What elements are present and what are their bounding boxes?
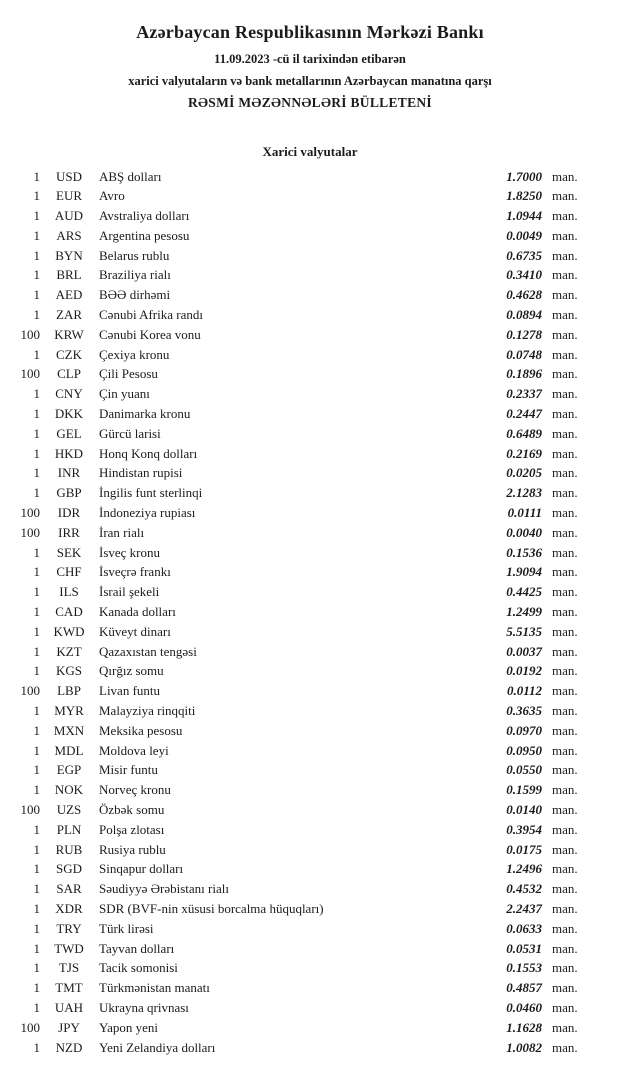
currency-unit: man. (552, 386, 578, 402)
rate-row (8, 325, 592, 345)
currency-name: Qırğız somu (99, 663, 164, 679)
currency-code: TWD (54, 940, 84, 956)
rate-row (8, 483, 592, 503)
currency-unit: man. (552, 604, 578, 620)
currency-code: ZAR (56, 307, 82, 323)
currency-unit: man. (552, 841, 578, 857)
currency-name: Gürcü larisi (99, 425, 161, 441)
currency-rate: 0.0531 (506, 940, 542, 956)
currency-unit: man. (552, 445, 578, 461)
currency-quantity: 1 (33, 346, 40, 362)
currency-name: Sinqapur dolları (99, 861, 184, 877)
currency-code: GBP (56, 485, 82, 501)
currency-quantity: 1 (33, 960, 40, 976)
currency-quantity: 1 (33, 841, 40, 857)
currency-unit: man. (552, 623, 578, 639)
currency-rate: 1.0944 (506, 208, 542, 224)
currency-rate: 5.5135 (506, 623, 542, 639)
currency-quantity: 100 (20, 802, 40, 817)
currency-quantity: 1 (33, 940, 40, 956)
currency-rate: 0.1536 (506, 544, 542, 560)
currency-code: IDR (57, 505, 81, 521)
currency-code: GEL (56, 425, 82, 441)
currency-quantity: 1 (33, 227, 40, 243)
currency-code: CLP (57, 366, 81, 382)
currency-code: KWD (53, 623, 85, 639)
currency-unit: man. (552, 722, 578, 738)
rate-row (8, 582, 592, 602)
currency-rate: 0.0205 (506, 465, 542, 481)
currency-name: Livan funtu (99, 683, 161, 699)
rate-row (8, 939, 592, 959)
currency-code: SGD (55, 861, 82, 877)
currency-code: DKK (54, 406, 84, 422)
currency-unit: man. (552, 1039, 578, 1055)
currency-rate: 1.7000 (506, 168, 542, 184)
currency-code: CHF (56, 564, 82, 580)
currency-code: KRW (54, 326, 84, 342)
currency-code: BYN (55, 247, 83, 263)
rate-row (8, 741, 592, 761)
currency-unit: man. (552, 683, 578, 699)
currency-quantity: 1 (33, 465, 40, 481)
rate-row (8, 840, 592, 860)
currency-name: Kanada dolları (99, 604, 176, 620)
currency-quantity: 100 (20, 326, 40, 342)
currency-unit: man. (552, 168, 578, 184)
currency-quantity: 100 (20, 366, 40, 382)
currency-rate: 0.4425 (506, 584, 542, 600)
rate-row (8, 622, 592, 642)
currency-code: MDL (54, 742, 84, 758)
currency-quantity: 100 (20, 524, 40, 540)
currency-name: ABŞ dolları (99, 168, 162, 184)
currency-rate: 0.0140 (506, 802, 542, 817)
currency-name: Moldova leyi (99, 742, 169, 758)
effective-date-line: 11.09.2023 -cü il tarixindən etibarən (214, 51, 406, 66)
currency-rate: 0.0111 (507, 505, 542, 521)
currency-unit: man. (552, 742, 578, 758)
currency-name: SDR (BVF-nin xüsusi borcalma hüquqları) (99, 900, 324, 916)
rate-row (8, 998, 592, 1018)
rate-row (8, 167, 592, 187)
currency-code: KZT (56, 643, 82, 659)
currency-name: Polşa zlotası (99, 821, 165, 837)
currency-unit: man. (552, 267, 578, 283)
currency-unit: man. (552, 900, 578, 916)
currency-quantity: 1 (33, 485, 40, 501)
currency-code: NZD (55, 1039, 83, 1055)
rate-row (8, 899, 592, 919)
currency-code: IRR (58, 524, 80, 540)
currency-name: Cənubi Korea vonu (99, 326, 201, 342)
currency-name: Braziliya rialı (99, 267, 171, 283)
currency-rate: 0.0040 (506, 524, 542, 540)
currency-rate: 1.2496 (506, 861, 542, 877)
currency-name: Yeni Zelandiya dolları (99, 1039, 216, 1055)
exchange-rate-table (8, 167, 592, 1058)
currency-quantity: 1 (33, 168, 40, 184)
bulletin-title: RƏSMİ MƏZƏNNƏLƏRİ BÜLLETENİ (187, 94, 432, 110)
currency-name: BƏƏ dirhəmi (99, 287, 171, 303)
rate-row (8, 879, 592, 899)
rate-row (8, 681, 592, 701)
currency-quantity: 1 (33, 782, 40, 798)
currency-name: Yapon yeni (99, 1019, 158, 1035)
currency-name: Argentina pesosu (99, 227, 190, 243)
currency-code: XDR (55, 900, 83, 916)
document-header (0, 0, 620, 111)
currency-rate: 0.0175 (506, 841, 542, 857)
currency-unit: man. (552, 861, 578, 877)
rate-row (8, 800, 592, 820)
rate-row (8, 186, 592, 206)
currency-code: TJS (58, 960, 80, 976)
currency-code: TMT (55, 980, 83, 996)
currency-code: PLN (56, 821, 82, 837)
currency-quantity: 1 (33, 307, 40, 323)
currency-unit: man. (552, 208, 578, 224)
rate-row (8, 701, 592, 721)
currency-rate: 0.3954 (506, 821, 542, 837)
currency-code: NOK (54, 782, 84, 798)
currency-unit: man. (552, 940, 578, 956)
currency-name: İsveç kronu (99, 544, 161, 560)
currency-code: HKD (54, 445, 84, 461)
currency-code: INR (57, 465, 81, 481)
currency-unit: man. (552, 643, 578, 659)
currency-quantity: 1 (33, 703, 40, 719)
currency-name: Çexiya kronu (99, 346, 170, 362)
currency-quantity: 1 (33, 604, 40, 620)
currency-unit: man. (552, 307, 578, 323)
rate-row (8, 780, 592, 800)
currency-rate: 1.8250 (506, 188, 542, 204)
rate-row (8, 444, 592, 464)
currency-rate: 1.9094 (506, 564, 542, 580)
currency-code: TRY (56, 920, 82, 936)
currency-name: Honq Konq dolları (99, 445, 198, 461)
currency-code: CAD (55, 604, 83, 620)
currency-rate: 0.2447 (506, 406, 542, 422)
currency-name: Misir funtu (99, 762, 158, 778)
rate-row (8, 543, 592, 563)
currency-name: Cənubi Afrika randı (99, 307, 203, 323)
currency-code: BRL (56, 267, 82, 283)
currency-quantity: 1 (33, 900, 40, 916)
currency-quantity: 1 (33, 267, 40, 283)
currency-name: Danimarka kronu (99, 406, 191, 422)
currency-name: Belarus rublu (99, 247, 170, 263)
rate-row (8, 206, 592, 226)
currency-code: USD (55, 168, 82, 184)
rate-row (8, 721, 592, 741)
currency-quantity: 1 (33, 445, 40, 461)
currency-code: RUB (55, 841, 83, 857)
currency-quantity: 1 (33, 544, 40, 560)
currency-rate: 0.0950 (506, 742, 542, 758)
rate-row (8, 404, 592, 424)
currency-name: İran rialı (99, 524, 145, 540)
currency-rate: 0.0748 (506, 346, 542, 362)
currency-rate: 0.0550 (506, 762, 542, 778)
section-title-foreign-currencies: Xarici valyutalar (262, 143, 358, 159)
currency-quantity: 1 (33, 663, 40, 679)
currency-quantity: 1 (33, 406, 40, 422)
currency-name: İngilis funt sterlinqi (99, 485, 203, 501)
currency-name: Ukrayna qrivnası (99, 999, 189, 1015)
currency-rate: 0.6489 (506, 425, 542, 441)
currency-code: ARS (56, 227, 82, 243)
currency-name: Səudiyyə Ərəbistanı rialı (99, 881, 229, 897)
currency-name: Tayvan dolları (99, 940, 175, 956)
currency-unit: man. (552, 802, 578, 817)
currency-name: Tacik somonisi (99, 960, 178, 976)
rate-row (8, 503, 592, 523)
rate-row (8, 384, 592, 404)
currency-name: Qazaxıstan tengəsi (99, 643, 197, 659)
currency-unit: man. (552, 564, 578, 580)
currency-rate: 1.2499 (506, 604, 542, 620)
rate-row (8, 345, 592, 365)
currency-name: Hindistan rupisi (99, 465, 183, 481)
currency-unit: man. (552, 663, 578, 679)
currency-code: CZK (56, 346, 82, 362)
currency-rate: 0.3410 (506, 267, 542, 283)
currency-name: İsveçrə frankı (99, 564, 171, 580)
currency-unit: man. (552, 881, 578, 897)
rate-row (8, 246, 592, 266)
currency-quantity: 1 (33, 861, 40, 877)
currency-quantity: 1 (33, 980, 40, 996)
rate-row (8, 226, 592, 246)
currency-unit: man. (552, 544, 578, 560)
rate-row (8, 523, 592, 543)
currency-quantity: 1 (33, 742, 40, 758)
currency-code: EUR (56, 188, 82, 204)
currency-quantity: 1 (33, 564, 40, 580)
currency-unit: man. (552, 821, 578, 837)
currency-unit: man. (552, 346, 578, 362)
currency-name: Malayziya rinqqiti (99, 703, 196, 719)
rate-row (8, 463, 592, 483)
currency-name: Norveç kronu (99, 782, 171, 798)
rate-row (8, 859, 592, 879)
currency-unit: man. (552, 326, 578, 342)
currency-rate: 0.1553 (506, 960, 542, 976)
currency-code: MYR (54, 703, 84, 719)
rate-row (8, 562, 592, 582)
rate-row (8, 305, 592, 325)
rate-row (8, 642, 592, 662)
currency-name: Türkmənistan manatı (99, 980, 210, 996)
currency-quantity: 1 (33, 584, 40, 600)
currency-unit: man. (552, 703, 578, 719)
currency-code: UAH (54, 999, 84, 1015)
currency-unit: man. (552, 188, 578, 204)
currency-unit: man. (552, 465, 578, 481)
rate-row (8, 1018, 592, 1038)
rate-row (8, 364, 592, 384)
rate-row (8, 265, 592, 285)
currency-rate: 0.0633 (506, 920, 542, 936)
currency-name: İsrail şekeli (99, 584, 160, 600)
rate-row (8, 958, 592, 978)
rate-row (8, 820, 592, 840)
currency-code: CNY (55, 386, 83, 402)
currency-rate: 0.0192 (506, 663, 542, 679)
currency-unit: man. (552, 584, 578, 600)
currency-name: Türk lirəsi (99, 920, 154, 936)
currency-rate: 0.0037 (506, 643, 542, 659)
currency-quantity: 1 (33, 920, 40, 936)
currency-rate: 0.2169 (506, 445, 542, 461)
currency-name: Çili Pesosu (99, 366, 158, 382)
currency-name: Avstraliya dolları (99, 208, 190, 224)
currency-quantity: 1 (33, 287, 40, 303)
currency-code: MXN (53, 722, 85, 738)
currency-rate: 0.3635 (506, 703, 542, 719)
currency-quantity: 1 (33, 386, 40, 402)
currency-rate: 0.1278 (506, 326, 542, 342)
currency-rate: 2.1283 (506, 485, 542, 501)
currency-quantity: 1 (33, 425, 40, 441)
currency-rate: 1.1628 (506, 1019, 542, 1035)
currency-code: LBP (57, 683, 81, 699)
currency-quantity: 1 (33, 208, 40, 224)
rate-row (8, 602, 592, 622)
rate-row (8, 978, 592, 998)
currency-quantity: 1 (33, 722, 40, 738)
currency-rate: 0.1599 (506, 782, 542, 798)
currency-code: SEK (56, 544, 82, 560)
currency-quantity: 100 (20, 505, 40, 521)
currency-rate: 0.4857 (506, 980, 542, 996)
currency-name: Özbək somu (99, 802, 165, 817)
currency-unit: man. (552, 505, 578, 521)
currency-quantity: 1 (33, 188, 40, 204)
rate-row (8, 424, 592, 444)
currency-code: SAR (56, 881, 82, 897)
currency-rate: 0.0460 (506, 999, 542, 1015)
currency-unit: man. (552, 782, 578, 798)
currency-code: AED (55, 287, 83, 303)
currency-unit: man. (552, 366, 578, 382)
currency-unit: man. (552, 247, 578, 263)
currency-quantity: 1 (33, 623, 40, 639)
currency-unit: man. (552, 960, 578, 976)
currency-unit: man. (552, 920, 578, 936)
currency-rate: 0.0049 (506, 227, 542, 243)
currency-code: AUD (54, 208, 84, 224)
currency-quantity: 1 (33, 247, 40, 263)
bank-title: Azərbaycan Respublikasının Mərkəzi Bankı (136, 22, 484, 42)
currency-name: Küveyt dinarı (99, 623, 171, 639)
currency-rate: 2.2437 (506, 900, 542, 916)
currency-name: Rusiya rublu (99, 841, 166, 857)
currency-code: ILS (59, 584, 79, 600)
subject-line: xarici valyutaların və bank metallarının Azərbaycan manatına qarşı (128, 73, 492, 88)
currency-quantity: 1 (33, 821, 40, 837)
currency-code: KGS (55, 663, 82, 679)
currency-unit: man. (552, 762, 578, 778)
currency-rate: 0.4532 (506, 881, 542, 897)
currency-rate: 0.0894 (506, 307, 542, 323)
currency-unit: man. (552, 287, 578, 303)
currency-quantity: 100 (20, 1019, 40, 1035)
currency-name: Meksika pesosu (99, 722, 183, 738)
currency-name: İndoneziya rupiası (99, 505, 196, 521)
currency-unit: man. (552, 1019, 578, 1035)
currency-rate: 0.2337 (506, 386, 542, 402)
currency-rate: 0.4628 (506, 287, 542, 303)
currency-unit: man. (552, 425, 578, 441)
currency-quantity: 1 (33, 762, 40, 778)
currency-rate: 0.0112 (506, 683, 542, 699)
currency-name: Avro (99, 188, 125, 204)
currency-unit: man. (552, 999, 578, 1015)
rate-row (8, 285, 592, 305)
rate-row (8, 661, 592, 681)
currency-unit: man. (552, 980, 578, 996)
currency-code: EGP (56, 762, 82, 778)
currency-code: JPY (58, 1019, 80, 1035)
currency-rate: 0.1896 (506, 366, 542, 382)
currency-quantity: 100 (20, 683, 40, 699)
currency-quantity: 1 (33, 881, 40, 897)
rate-row (8, 1038, 592, 1058)
currency-unit: man. (552, 485, 578, 501)
currency-unit: man. (552, 406, 578, 422)
currency-unit: man. (552, 227, 578, 243)
currency-rate: 0.0970 (506, 722, 542, 738)
currency-quantity: 1 (33, 1039, 40, 1055)
rate-row (8, 760, 592, 780)
currency-name: Çin yuanı (99, 386, 150, 402)
currency-rate: 0.6735 (506, 247, 542, 263)
currency-rate: 1.0082 (506, 1039, 542, 1055)
rate-row (8, 919, 592, 939)
currency-code: UZS (56, 802, 82, 817)
currency-unit: man. (552, 524, 578, 540)
currency-quantity: 1 (33, 643, 40, 659)
currency-quantity: 1 (33, 999, 40, 1015)
